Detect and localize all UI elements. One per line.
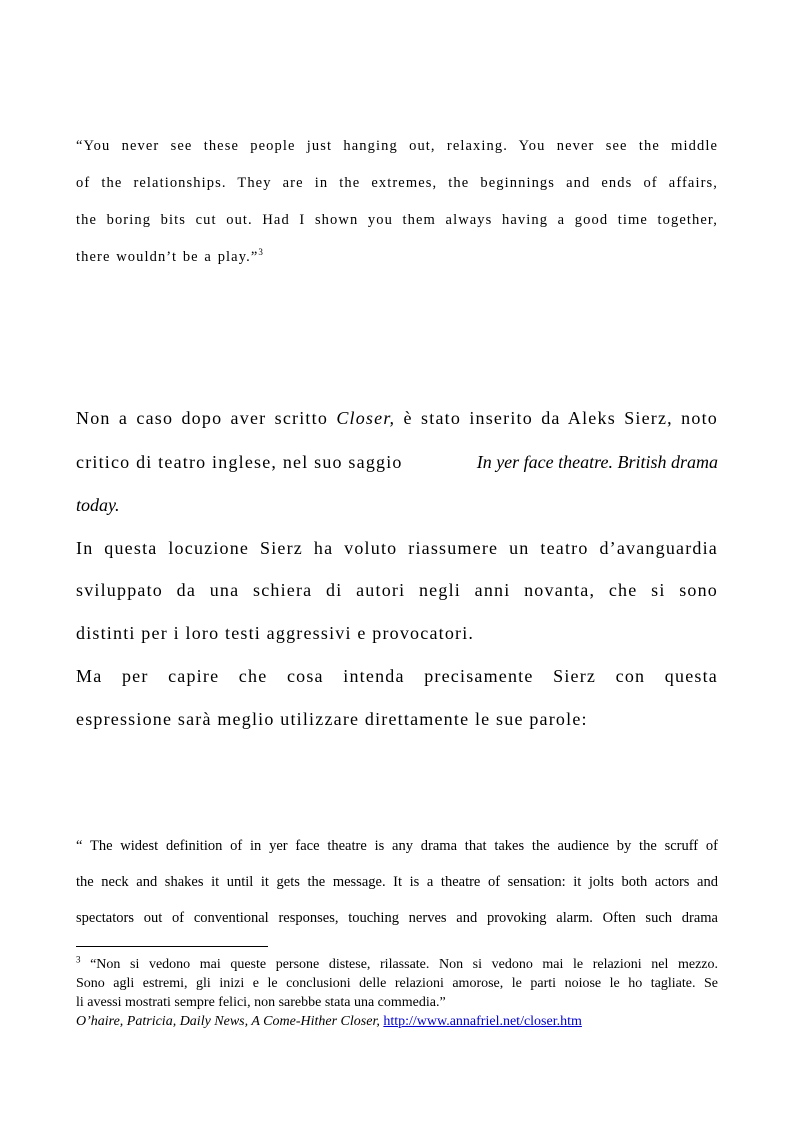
footnote-ref[interactable]: 3 — [258, 247, 264, 258]
body-p3-line-1: Ma per capire che cosa intenda precisamente Sierz con questa — [76, 666, 718, 686]
quote2-line-3: spectators out of conventional responses, touching nerves and provoking alarm. Often such drama — [76, 910, 718, 926]
quote1-line-4-text: there wouldn’t be a play.” — [76, 249, 259, 265]
title-today: today. — [76, 495, 120, 515]
quote1-line-2: of the relationships. They are in the extremes, the beginnings and ends of affairs, — [76, 175, 718, 191]
quote2-line-1: “ The widest definition of in yer face theatre is any drama that takes the audience by the scruff of — [76, 838, 718, 854]
body-text: critico di teatro inglese, nel suo saggio — [76, 452, 403, 472]
title-in-yer-face: In yer face theatre. British drama — [476, 452, 718, 472]
footnote-citation-line — [76, 1012, 718, 1031]
footnote-line-1 — [76, 955, 718, 974]
footnote-line-3: li avessi mostrati sempre felici, non sarebbe stata una commedia.” — [76, 995, 446, 1010]
footnote-text: “Non si vedono mai queste persone distese, rilassate. Non si vedono mai le relazioni nel mezzo. — [80, 957, 718, 972]
footnote-separator — [76, 946, 268, 947]
body-p2-line-1: In questa locuzione Sierz ha voluto riassumere un teatro d’avanguardia — [76, 538, 718, 558]
body-p2-line-3: distinti per i loro testi aggressivi e provocatori. — [76, 623, 475, 643]
body-p1-line-2 — [76, 452, 718, 473]
footnote-citation: O’haire, Patricia, Daily News, A Come-Hither Closer, — [76, 1014, 380, 1029]
footnote-number: 3 — [76, 954, 81, 965]
footnote-line-2: Sono agli estremi, gli inizi e le conclusioni delle relazioni amorose, le parti noiose le ho tagliate. Se — [76, 976, 718, 991]
body-p2-line-2: sviluppato da una schiera di autori negli anni novanta, che si sono — [76, 580, 718, 600]
title-closer: Closer, — [336, 408, 396, 428]
footnote — [76, 955, 718, 1031]
quote1-line-1: “You never see these people just hanging out, relaxing. You never see the middle — [76, 138, 718, 154]
quote2-line-2: the neck and shakes it until it gets the message. It is a theatre of sensation: it jolts both actors and — [76, 874, 718, 890]
body-text: Non a caso dopo aver scritto — [76, 408, 337, 428]
body-p1-line-1 — [76, 408, 718, 429]
body-text: è stato inserito da Aleks Sierz, noto — [395, 408, 718, 428]
body-p1-line-3 — [76, 495, 718, 516]
quote1-line-4 — [76, 249, 718, 266]
body-p3-line-2: espressione sarà meglio utilizzare direttamente le sue parole: — [76, 709, 588, 729]
quote1-line-3: the boring bits cut out. Had I shown you them always having a good time together, — [76, 212, 718, 228]
footnote-link[interactable]: http://www.annafriel.net/closer.htm — [383, 1014, 582, 1029]
